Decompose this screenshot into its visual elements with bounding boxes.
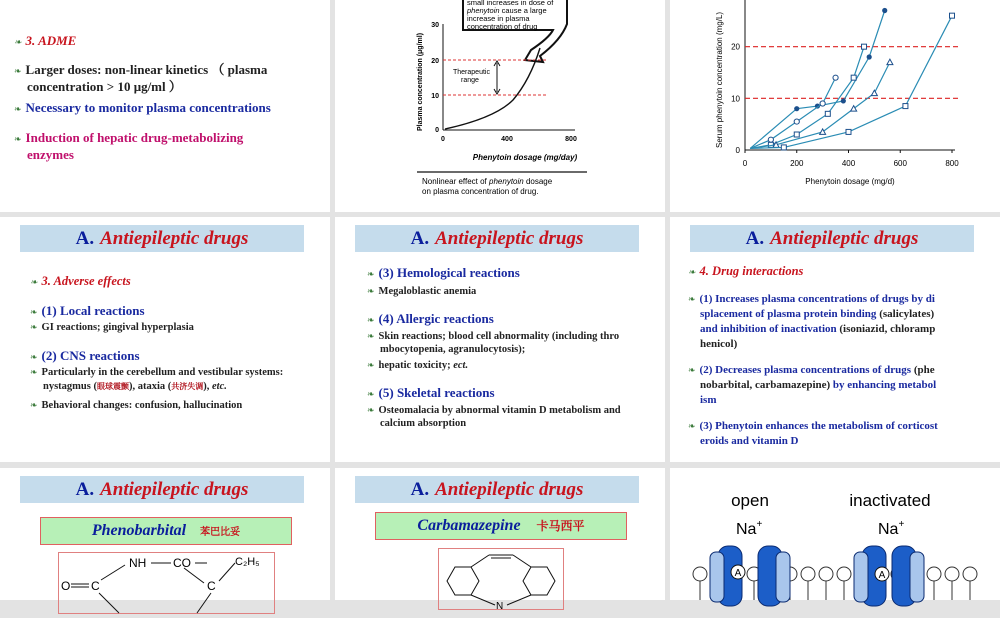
chart-y-label: Serum phenytoin concentration (mg/L) <box>715 11 724 148</box>
lipid-head <box>945 567 959 581</box>
benzene-ring-left <box>447 567 479 595</box>
serum-concentration-chart <box>670 0 1000 212</box>
slide-sodium-channel <box>670 468 1000 600</box>
atom-c2h5: C₂H₅ <box>235 556 260 568</box>
bullet-icon: ❧ <box>30 307 38 317</box>
bullet-icon: ❧ <box>30 352 38 362</box>
bond <box>219 563 235 581</box>
bullet-icon: ❧ <box>30 367 38 377</box>
bullet-icon: ❧ <box>367 405 375 415</box>
bullet-icon: ❧ <box>688 294 696 304</box>
data-point <box>950 13 955 18</box>
atom-c: C <box>91 579 100 593</box>
data-point <box>794 106 799 111</box>
skeletal-detail-1: ❧ Osteomalacia by abnormal vitamin D metabolism and <box>367 405 621 416</box>
slide-other-reactions <box>335 217 665 462</box>
bullet-icon: ❧ <box>688 267 696 277</box>
interactions-heading: ❧ 4. Drug interactions <box>688 264 804 278</box>
channel-subunit <box>710 552 724 602</box>
interaction-2: ❧ (2) Decreases plasma concentrations of drugs (phe nobarbital, carbamazepine) by enhancing metabol ism <box>688 364 937 406</box>
lipid-head <box>693 567 707 581</box>
slide-phenobarbital <box>0 468 330 600</box>
x-tick-label: 200 <box>790 159 804 168</box>
carbamazepine-label-box <box>375 512 627 540</box>
drug-name: Carbamazepine <box>417 517 521 534</box>
bullet-icon: ❧ <box>30 277 38 287</box>
adverse-heading: ❧ 3. Adverse effects <box>30 274 131 288</box>
data-point <box>862 44 867 49</box>
svg-text:A: A <box>734 568 742 579</box>
lipid-head <box>927 567 941 581</box>
svg-text:A: A <box>878 570 886 581</box>
y-tick-10: 10 <box>431 93 439 100</box>
bullet-icon: ❧ <box>367 315 375 325</box>
cns-detail-1: ❧ Particularly in the cerebellum and vestibular systems: <box>30 367 284 378</box>
x-tick-800: 800 <box>565 136 577 143</box>
data-point <box>841 98 846 103</box>
slide-header: A. Antiepileptic drugs <box>20 225 304 252</box>
data-point <box>871 90 877 96</box>
y-tick-label: 10 <box>731 94 740 104</box>
bullet-icon: ❧ <box>367 269 375 279</box>
bullet-icon: ❧ <box>688 365 696 375</box>
bullet-icon: ❧ <box>14 37 22 47</box>
x-tick-label: 0 <box>742 159 748 168</box>
cns-reactions: ❧ (2) CNS reactions <box>30 348 140 363</box>
x-tick-label: 800 <box>945 159 959 168</box>
bond <box>513 555 531 567</box>
allergic-detail-3: ❧ hepatic toxicity; ect. <box>367 360 469 371</box>
atom-c2: C <box>207 579 216 593</box>
y-tick-label: 0 <box>735 146 740 155</box>
nonlinear-figure <box>335 0 665 212</box>
bond <box>184 568 204 583</box>
x-axis-label: Phenytoin dosage (mg/day) <box>472 153 578 162</box>
y-tick-label: 20 <box>731 42 740 52</box>
carbamazepine-structure <box>438 548 564 610</box>
channel-subunit <box>854 552 868 602</box>
x-tick-400: 400 <box>501 136 513 143</box>
data-point <box>833 75 838 80</box>
bullet-icon: ❧ <box>367 331 375 341</box>
data-point <box>882 8 887 13</box>
lipid-head <box>837 567 851 581</box>
slide-header: A. Antiepileptic drugs <box>20 476 304 503</box>
x-tick-0: 0 <box>441 136 445 143</box>
lipid-head <box>819 567 833 581</box>
carbamazepine-structure-svg <box>439 549 563 612</box>
bond <box>471 555 489 567</box>
caption-line-2: on plasma concentration of drug. <box>422 187 539 196</box>
data-point <box>867 54 872 59</box>
adme-heading <box>14 33 76 50</box>
slide-nonlinear-figure <box>335 0 665 212</box>
slide-carbamazepine <box>335 468 665 612</box>
benzene-ring-right <box>523 567 555 595</box>
caption-line-1: Nonlinear effect of phenytoin dosage <box>422 177 553 186</box>
hemological-reactions: ❧ (3) Hemological reactions <box>367 265 520 280</box>
bullet-icon: ❧ <box>30 322 38 332</box>
allergic-detail-1: ❧ Skin reactions; blood cell abnormality (including thro <box>367 331 620 342</box>
phenobarbital-structure <box>58 552 275 614</box>
atom-o: O <box>61 579 71 593</box>
skeletal-reactions: ❧ (5) Skeletal reactions <box>367 385 495 400</box>
range-label: range <box>461 77 479 84</box>
slide-drug-interactions <box>670 217 1000 462</box>
hemological-detail: ❧ Megaloblastic anemia <box>367 286 477 297</box>
adme-bullet-2: ❧ Necessary to monitor plasma concentrations <box>14 100 271 115</box>
channel-subunit <box>776 552 790 602</box>
phenobarbital-structure-svg <box>59 553 274 613</box>
cns-detail-3: ❧ Behavioral changes: confusion, hallucination <box>30 400 243 411</box>
data-point <box>887 59 893 64</box>
bond <box>99 593 119 613</box>
local-reactions: ❧ (1) Local reactions <box>30 303 145 318</box>
interaction-1: ❧ (1) Increases plasma concentrations of drugs by di splacement of plasma protein binding (salicylates) and inhibition of inactivation (isoniazid, chloramp henicol) <box>688 293 936 350</box>
data-point <box>825 111 830 116</box>
slide-adverse-effects <box>0 217 330 462</box>
y-tick-20: 20 <box>431 58 439 65</box>
allergic-detail-2: mbocytopenia, agranulocytosis); <box>380 344 526 355</box>
callout-line-2: phenytoin cause a large <box>467 6 547 15</box>
x-tick-label: 600 <box>893 159 907 168</box>
local-reactions-detail: ❧ GI reactions; gingival hyperplasia <box>30 322 194 333</box>
callout-line-3: increase in plasma <box>467 14 530 23</box>
adme-bullet-3: ❧ Induction of hepatic drug-metabolizing <box>14 130 244 145</box>
adme-bullet-1: ❧ Larger doses: non-linear kinetics （ plasma <box>14 62 268 77</box>
slide-header: A. Antiepileptic drugs <box>355 476 639 503</box>
sodium-ion-open: Na+ <box>736 519 763 538</box>
bullet-icon: ❧ <box>14 104 22 114</box>
slide-header: A. Antiepileptic drugs <box>355 225 639 252</box>
drug-name-zh: 卡马西平 <box>536 519 585 533</box>
callout-line-4: concentration of drug <box>467 22 538 31</box>
drug-name-zh: 苯巴比妥 <box>200 527 241 538</box>
adme-bullet-3-cont: enzymes <box>27 147 74 162</box>
data-point <box>794 132 799 137</box>
data-point <box>846 129 851 134</box>
bullet-icon: ❧ <box>367 286 375 296</box>
bullet-icon: ❧ <box>30 400 38 410</box>
skeletal-detail-2: calcium absorption <box>380 418 467 429</box>
sodium-channel-diagram <box>670 468 1000 600</box>
y-tick-0: 0 <box>435 127 439 134</box>
adme-bullet-1-cont: concentration > 10 μg/ml ） <box>27 79 182 94</box>
data-point <box>794 119 799 124</box>
channel-inactivated <box>854 546 924 606</box>
bullet-icon: ❧ <box>367 389 375 399</box>
state-open-label: open <box>731 491 769 510</box>
therapeutic-label: Therapeutic <box>453 69 490 76</box>
series-line-1 <box>750 11 885 149</box>
data-point <box>781 145 786 150</box>
data-point <box>768 137 773 142</box>
slide-serum-chart <box>670 0 1000 212</box>
atom-co: CO <box>173 556 191 570</box>
interaction-3: ❧ (3) Phenytoin enhances the metabolism of corticost eroids and vitamin D <box>688 420 938 447</box>
adme-heading-text: 3. ADME <box>25 33 77 48</box>
lipid-head <box>963 567 977 581</box>
bond <box>507 595 531 605</box>
drug-name: Phenobarbital <box>91 522 187 539</box>
y-tick-30: 30 <box>431 22 439 29</box>
allergic-reactions: ❧ (4) Allergic reactions <box>367 311 494 326</box>
bond <box>197 593 211 613</box>
state-inactivated-label: inactivated <box>849 491 931 510</box>
callout-line-1: small increases in dose of <box>467 0 554 7</box>
data-point <box>820 101 825 106</box>
data-point <box>903 104 908 109</box>
bullet-icon: ❧ <box>688 421 696 431</box>
bullet-icon: ❧ <box>367 360 375 370</box>
atom-n: N <box>496 601 504 612</box>
data-point <box>851 75 856 80</box>
sodium-ion-inactivated: Na+ <box>878 519 905 538</box>
slide-header: A. Antiepileptic drugs <box>690 225 974 252</box>
y-axis-label: Plasma concentration (μg/ml) <box>417 32 424 131</box>
slide-adme <box>0 0 330 212</box>
atom-nh: NH <box>129 556 147 570</box>
cns-detail-2: nystagmus (眼球震颤), ataxia (共济失调), etc. <box>43 381 227 392</box>
bond <box>101 565 125 580</box>
bullet-icon: ❧ <box>14 66 22 76</box>
lipid-head <box>801 567 815 581</box>
x-tick-label: 400 <box>841 159 856 168</box>
phenobarbital-label-box <box>40 517 292 545</box>
channel-subunit <box>910 552 924 602</box>
bullet-icon: ❧ <box>14 134 22 144</box>
bond <box>471 595 495 605</box>
chart-x-label: Phenytoin dosage (mg/d) <box>805 177 895 186</box>
